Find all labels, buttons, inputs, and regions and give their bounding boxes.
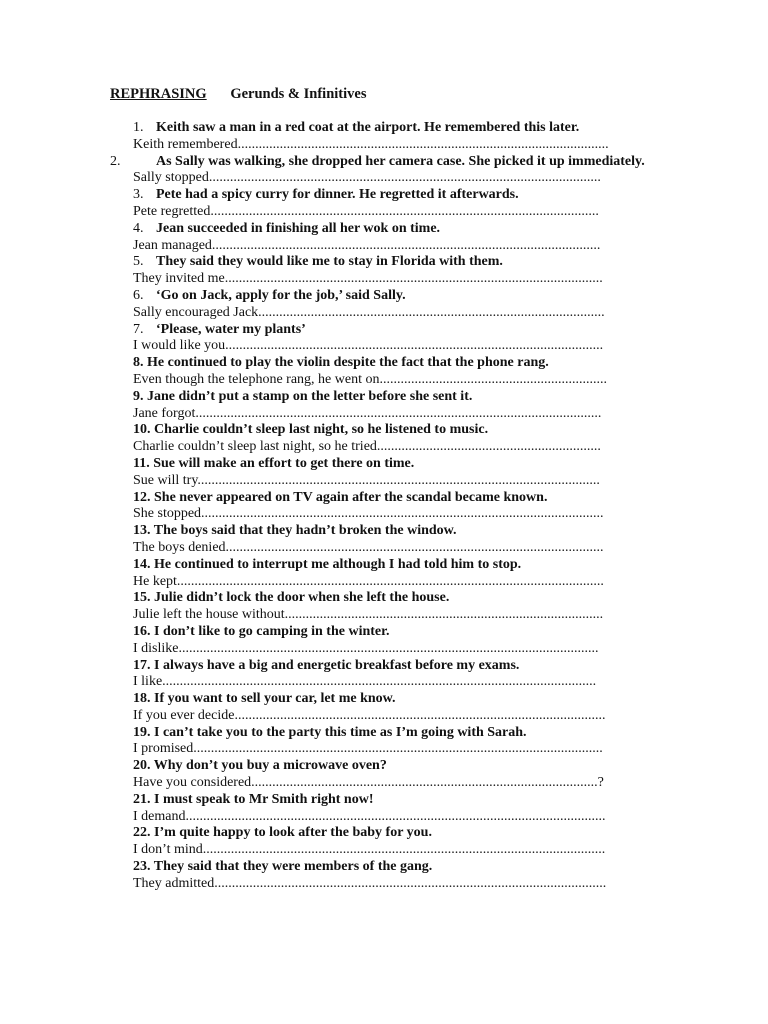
exercise-prompt bbox=[133, 490, 659, 507]
exercise-item bbox=[133, 590, 659, 624]
prompt-text: Pete had a spicy curry for dinner. He regretted it afterwards. bbox=[156, 187, 519, 203]
item-number: 18. bbox=[133, 691, 151, 707]
exercise-item bbox=[133, 725, 659, 759]
answer-line: Charlie couldn’t sleep last night, so he tried................................................................ bbox=[133, 439, 601, 455]
exercise-item bbox=[133, 221, 659, 255]
worksheet-subtitle: Gerunds & Infinitives bbox=[230, 86, 367, 102]
answer-line: Jane forgot.................................................................................................................... bbox=[133, 405, 602, 421]
prompt-text: Julie didn’t lock the door when she left the house. bbox=[154, 590, 450, 606]
answer-line: Even though the telephone rang, he went on................................................................. bbox=[133, 371, 607, 387]
exercise-item bbox=[133, 187, 659, 221]
answer-line: Sue will try................................................................................................................... bbox=[133, 472, 600, 488]
prompt-text: He continued to play the violin despite the fact that the phone rang. bbox=[147, 355, 549, 371]
answer-line: Have you considered...................................................................................................? bbox=[133, 775, 604, 791]
exercise-item bbox=[133, 792, 659, 826]
prompt-text: Why don’t you buy a microwave oven? bbox=[153, 758, 387, 774]
item-number: 19. bbox=[133, 724, 151, 740]
prompt-text: He continued to interrupt me although I had told him to stop. bbox=[154, 556, 522, 572]
answer-line: Pete regretted............................................................................................................... bbox=[133, 203, 599, 219]
answer-line: They invited me............................................................................................................ bbox=[133, 271, 603, 287]
exercise-prompt bbox=[133, 254, 659, 271]
answer-line: Sally encouraged Jack................................................................................................... bbox=[133, 304, 605, 320]
answer-line: I don’t mind................................................................................................................... bbox=[133, 842, 606, 858]
item-number: 16. bbox=[133, 623, 151, 639]
answer-line: I promised..................................................................................................................... bbox=[133, 741, 603, 757]
exercise-item bbox=[133, 355, 659, 389]
item-number: 7. bbox=[133, 321, 144, 337]
exercise-prompt bbox=[133, 389, 659, 406]
exercise-item bbox=[133, 456, 659, 490]
prompt-text: The boys said that they hadn’t broken the window. bbox=[153, 523, 457, 539]
prompt-text: As Sally was walking, she dropped her camera case. She picked it up immediately. bbox=[156, 153, 645, 169]
prompt-text: Jean succeeded in finishing all her wok on time. bbox=[156, 220, 441, 236]
exercise-prompt bbox=[133, 557, 659, 574]
item-number: 17. bbox=[133, 657, 151, 673]
answer-line: They admitted................................................................................................................ bbox=[133, 875, 607, 891]
answer-line: He kept.......................................................................................................................... bbox=[133, 573, 604, 589]
item-number: 3. bbox=[133, 187, 144, 203]
answer-line: Jean managed............................................................................................................... bbox=[133, 237, 601, 253]
answer-line: Julie left the house without........................................................................................... bbox=[133, 607, 604, 623]
exercise-prompt bbox=[133, 221, 659, 238]
exercise-prompt bbox=[133, 187, 659, 204]
exercise-prompt bbox=[133, 859, 659, 876]
exercise-item bbox=[133, 825, 659, 859]
item-number: 13. bbox=[133, 523, 151, 539]
prompt-text: I’m quite happy to look after the baby for you. bbox=[154, 825, 432, 841]
exercise-item bbox=[133, 523, 659, 557]
prompt-text: ‘Please, water my plants’ bbox=[156, 321, 306, 337]
item-number: 4. bbox=[133, 220, 144, 236]
item-number: 22. bbox=[133, 825, 151, 841]
exercise-item bbox=[133, 624, 659, 658]
prompt-text: Sue will make an effort to get there on time. bbox=[153, 455, 415, 471]
prompt-text: Charlie couldn’t sleep last night, so he listened to music. bbox=[154, 422, 489, 438]
item-number: 21. bbox=[133, 791, 151, 807]
item-number: 5. bbox=[133, 254, 144, 270]
exercise-item bbox=[133, 254, 659, 288]
answer-line: She stopped................................................................................................................... bbox=[133, 506, 604, 522]
item-number: 14. bbox=[133, 556, 151, 572]
item-number: 10. bbox=[133, 422, 151, 438]
answer-line: The boys denied............................................................................................................ bbox=[133, 539, 604, 555]
exercise-list bbox=[110, 120, 659, 893]
item-number: 20. bbox=[133, 758, 151, 774]
exercise-prompt bbox=[133, 456, 659, 473]
exercise-prompt bbox=[133, 792, 659, 809]
exercise-item bbox=[110, 153, 659, 188]
exercise-prompt bbox=[133, 691, 659, 708]
exercise-item bbox=[133, 490, 659, 524]
exercise-item bbox=[133, 322, 659, 356]
exercise-prompt bbox=[110, 153, 659, 171]
exercise-item bbox=[133, 758, 659, 792]
exercise-prompt bbox=[133, 422, 659, 439]
exercise-prompt bbox=[133, 288, 659, 305]
answer-line: I would like you............................................................................................................ bbox=[133, 338, 604, 354]
exercise-prompt bbox=[133, 120, 659, 137]
worksheet-title: REPHRASING bbox=[110, 86, 207, 102]
exercise-prompt bbox=[133, 590, 659, 607]
prompt-text: They said that they were members of the gang. bbox=[153, 859, 433, 875]
prompt-text: She never appeared on TV again after the scandal became known. bbox=[154, 489, 548, 505]
item-number: 12. bbox=[133, 489, 151, 505]
exercise-item bbox=[133, 691, 659, 725]
item-number: 1. bbox=[133, 120, 144, 135]
prompt-text: Jane didn’t put a stamp on the letter before she sent it. bbox=[147, 388, 473, 404]
prompt-text: I don’t like to go camping in the winter. bbox=[154, 623, 390, 639]
exercise-prompt bbox=[133, 658, 659, 675]
exercise-prompt bbox=[133, 758, 659, 775]
item-number: 15. bbox=[133, 590, 151, 606]
answer-line: Sally stopped................................................................................................................ bbox=[133, 170, 601, 186]
worksheet-header bbox=[110, 86, 366, 103]
exercise-item bbox=[133, 389, 659, 423]
item-number: 8. bbox=[133, 355, 144, 371]
exercise-item bbox=[133, 859, 659, 893]
exercise-item bbox=[133, 557, 659, 591]
item-number: 9. bbox=[133, 388, 144, 404]
item-number: 2. bbox=[110, 153, 121, 169]
prompt-text: Keith saw a man in a red coat at the airport. He remembered this later. bbox=[156, 120, 580, 135]
prompt-text: I always have a big and energetic breakfast before my exams. bbox=[154, 657, 520, 673]
prompt-text: I must speak to Mr Smith right now! bbox=[154, 791, 374, 807]
answer-line: I demand........................................................................................................................ bbox=[133, 808, 606, 824]
exercise-item bbox=[133, 658, 659, 692]
exercise-prompt bbox=[133, 523, 659, 540]
exercise-prompt bbox=[133, 725, 659, 742]
item-number: 6. bbox=[133, 287, 144, 303]
answer-line: I dislike........................................................................................................................ bbox=[133, 640, 599, 656]
item-number: 23. bbox=[133, 859, 151, 875]
prompt-text: I can’t take you to the party this time as I’m going with Sarah. bbox=[154, 724, 527, 740]
exercise-item bbox=[133, 288, 659, 322]
exercise-item bbox=[133, 422, 659, 456]
prompt-text: They said they would like me to stay in Florida with them. bbox=[156, 254, 503, 270]
exercise-prompt bbox=[133, 355, 659, 372]
answer-line: Keith remembered.......................................................................................................... bbox=[133, 136, 609, 152]
exercise-item bbox=[133, 120, 659, 154]
answer-line: I like............................................................................................................................ bbox=[133, 674, 597, 690]
item-number: 11. bbox=[133, 455, 150, 471]
answer-line: If you ever decide.......................................................................................................... bbox=[133, 707, 606, 723]
exercise-prompt bbox=[133, 825, 659, 842]
exercise-prompt bbox=[133, 624, 659, 641]
prompt-text: If you want to sell your car, let me know. bbox=[154, 691, 396, 707]
exercise-prompt bbox=[133, 322, 659, 339]
prompt-text: ‘Go on Jack, apply for the job,’ said Sally. bbox=[156, 287, 406, 303]
